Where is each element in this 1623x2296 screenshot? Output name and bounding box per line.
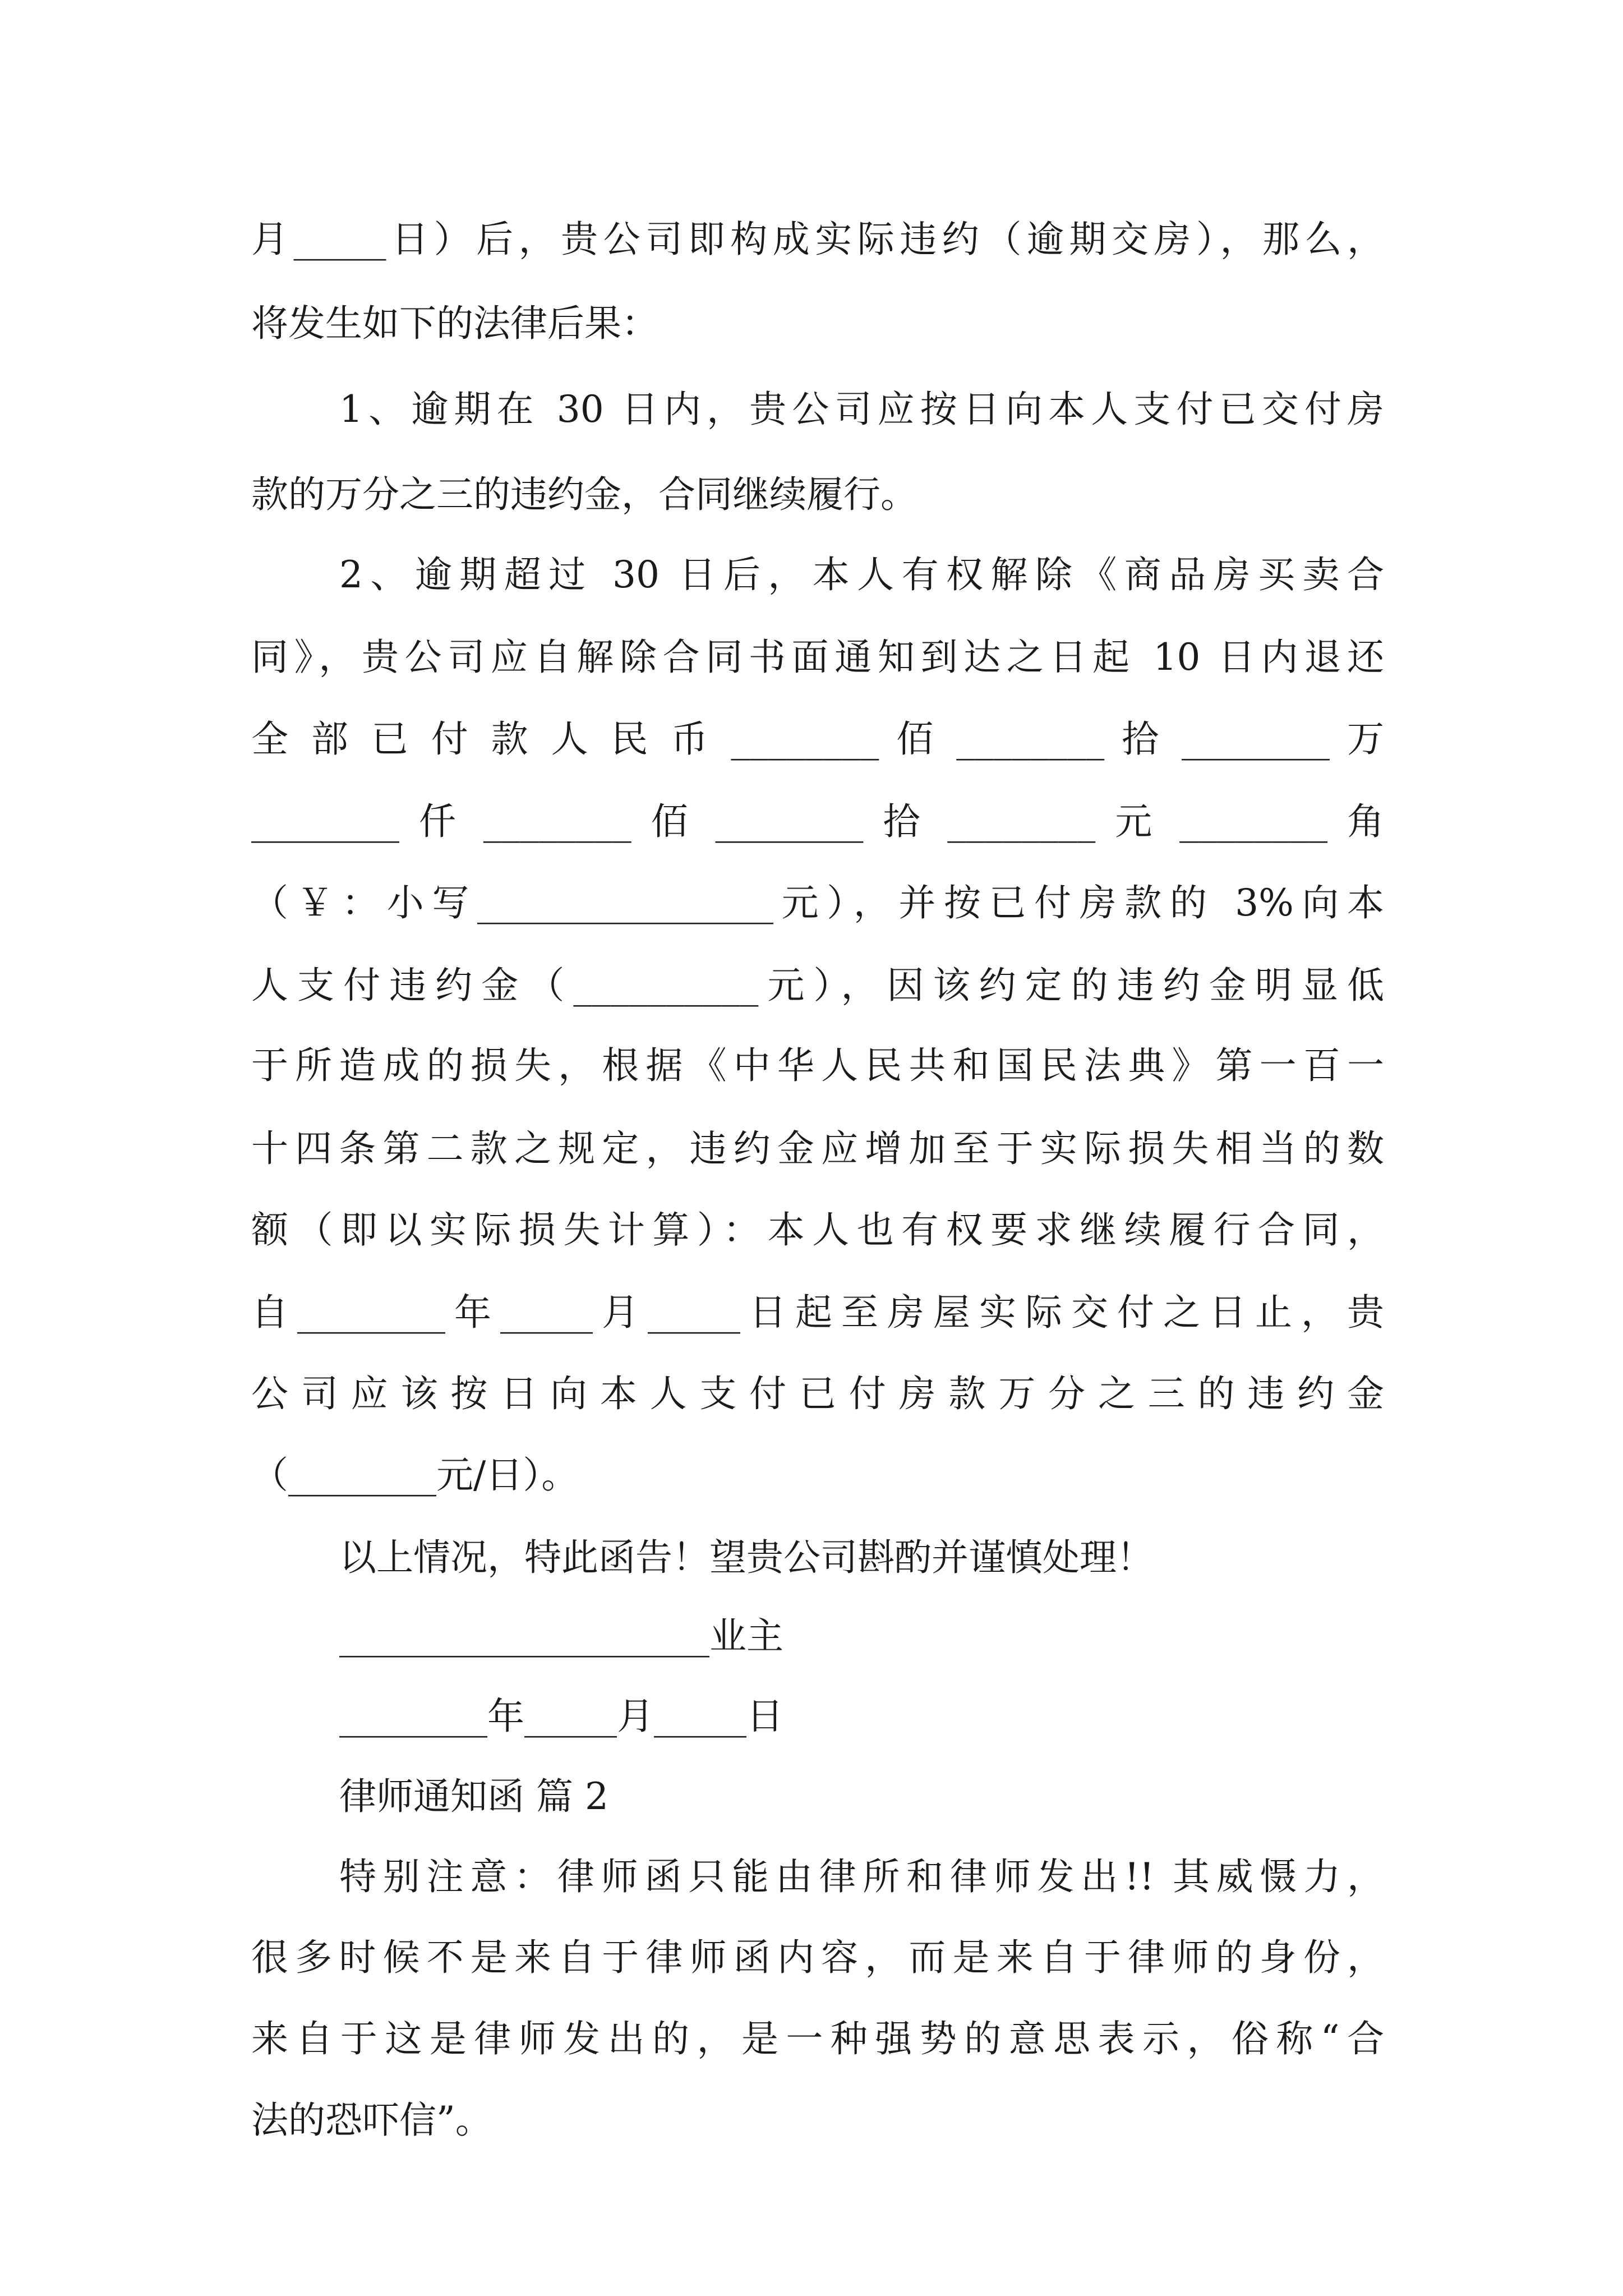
list-item-2-line: 自________年_____月_____日起至房屋实际交付之日止，贵 <box>251 1291 1384 1334</box>
note-paragraph-line: 来自于这是律师发出的，是一种强势的意思表示，俗称“合 <box>251 2017 1384 2060</box>
list-item-2-line: 人支付违约金（__________元），因该约定的违约金明显低 <box>251 964 1384 1007</box>
list-item-2-line: ________ 仟 ________ 佰 ________ 拾 ________ 元 ________ 角 <box>251 800 1384 843</box>
paragraph-line: 月_____日）后，贵公司即构成实际违约（逾期交房），那么， <box>251 218 1384 261</box>
list-item-2-line: （________元/日）。 <box>251 1453 579 1497</box>
closing-statement: 以上情况，特此函告！望贵公司斟酌并谨慎处理！ <box>339 1536 1154 1579</box>
list-item-2-line: 十四条第二款之规定，违约金应增加至于实际损失相当的数 <box>251 1127 1384 1170</box>
note-paragraph-line: 特别注意：律师函只能由律所和律师发出!! 其威慑力， <box>339 1855 1384 1898</box>
list-item-1-line: 1、逾期在 30 日内，贵公司应按日向本人支付已交付房 <box>339 388 1384 431</box>
date-line: ________年_____月_____日 <box>339 1695 783 1738</box>
paragraph-line: 将发生如下的法律后果： <box>251 302 658 345</box>
list-item-2-line: 2、逾期超过 30 日后，本人有权解除《商品房买卖合 <box>339 553 1384 596</box>
list-item-2-line: 同》，贵公司应自解除合同书面通知到达之日起 10 日内退还 <box>251 636 1384 679</box>
list-item-1-line: 款的万分之三的违约金，合同继续履行。 <box>251 473 917 516</box>
list-item-2-line: （￥：小写________________元），并按已付房款的 3%向本 <box>251 881 1384 924</box>
list-item-2-line: 全 部 已 付 款 人 民 币 ________ 佰 ________ 拾 ________ 万 <box>251 717 1384 761</box>
note-paragraph-line: 法的恐吓信”。 <box>251 2099 492 2142</box>
signature-line: ____________________业主 <box>339 1614 783 1658</box>
list-item-2-line: 公 司 应 该 按 日 向 本 人 支 付 已 付 房 款 万 分 之 三 的 违 约 金 <box>251 1372 1384 1415</box>
list-item-2-line: 额（即以实际损失计算）：本人也有权要求继续履行合同， <box>251 1208 1384 1251</box>
note-paragraph-line: 很多时候不是来自于律师函内容，而是来自于律师的身份， <box>251 1936 1384 1979</box>
section-heading: 律师通知函 篇 2 <box>339 1775 608 1818</box>
list-item-2-line: 于所造成的损失，根据《中华人民共和国民法典》第一百一 <box>251 1044 1384 1087</box>
